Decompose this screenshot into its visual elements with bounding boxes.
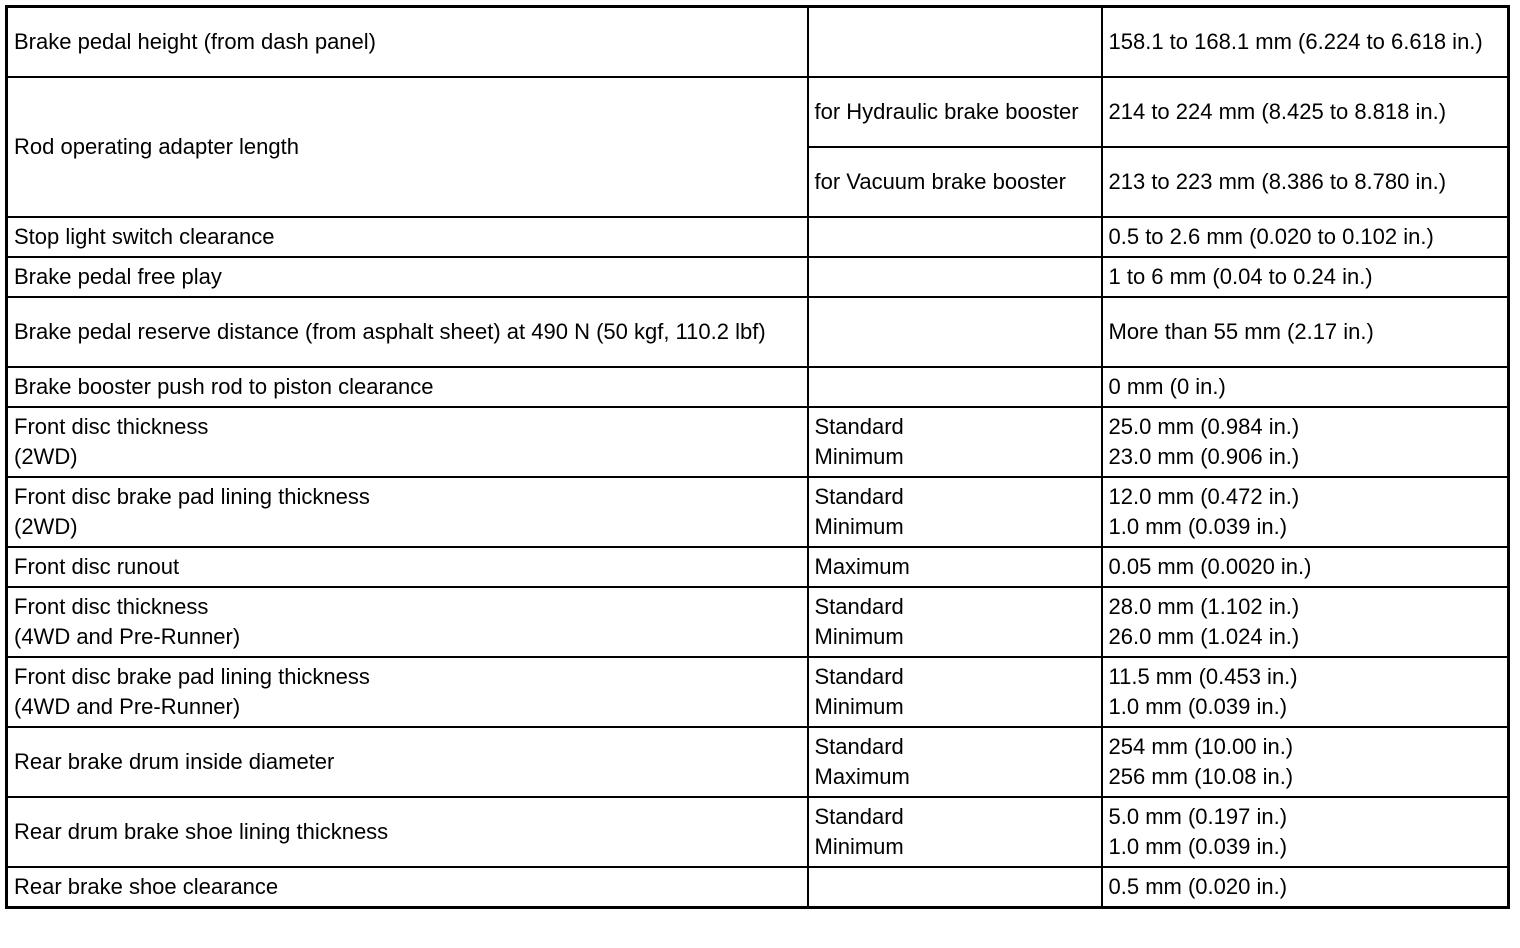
- condition-cell: Standard Minimum: [808, 797, 1102, 867]
- condition-cell: for Hydraulic brake booster: [808, 77, 1102, 147]
- item-cell: Rod operating adapter length: [7, 77, 808, 217]
- table-row: [7, 77, 1509, 147]
- table-row: [7, 727, 1509, 797]
- value-cell: 12.0 mm (0.472 in.) 1.0 mm (0.039 in.): [1102, 477, 1509, 547]
- table-row: [7, 547, 1509, 587]
- value-cell: 0.5 to 2.6 mm (0.020 to 0.102 in.): [1102, 217, 1509, 257]
- condition-cell: Standard Minimum: [808, 407, 1102, 477]
- item-cell: Brake pedal free play: [7, 257, 808, 297]
- condition-cell: [808, 297, 1102, 367]
- table-row: [7, 407, 1509, 477]
- value-cell: 158.1 to 168.1 mm (6.224 to 6.618 in.): [1102, 7, 1509, 78]
- value-cell: 254 mm (10.00 in.) 256 mm (10.08 in.): [1102, 727, 1509, 797]
- condition-cell: [808, 7, 1102, 78]
- condition-cell: Standard Minimum: [808, 657, 1102, 727]
- condition-cell: [808, 217, 1102, 257]
- value-cell: 213 to 223 mm (8.386 to 8.780 in.): [1102, 147, 1509, 217]
- item-cell: Rear brake shoe clearance: [7, 867, 808, 908]
- item-cell: Front disc brake pad lining thickness (4WD and Pre-Runner): [7, 657, 808, 727]
- value-cell: 214 to 224 mm (8.425 to 8.818 in.): [1102, 77, 1509, 147]
- value-cell: 0 mm (0 in.): [1102, 367, 1509, 407]
- value-cell: 5.0 mm (0.197 in.) 1.0 mm (0.039 in.): [1102, 797, 1509, 867]
- item-cell: Rear brake drum inside diameter: [7, 727, 808, 797]
- table-row: [7, 217, 1509, 257]
- item-cell: Stop light switch clearance: [7, 217, 808, 257]
- condition-cell: [808, 257, 1102, 297]
- table-row: [7, 367, 1509, 407]
- table-row: [7, 657, 1509, 727]
- value-cell: 11.5 mm (0.453 in.) 1.0 mm (0.039 in.): [1102, 657, 1509, 727]
- item-cell: Front disc runout: [7, 547, 808, 587]
- value-cell: 0.5 mm (0.020 in.): [1102, 867, 1509, 908]
- item-cell: Brake pedal height (from dash panel): [7, 7, 808, 78]
- condition-cell: Maximum: [808, 547, 1102, 587]
- item-cell: Brake pedal reserve distance (from asphalt sheet) at 490 N (50 kgf, 110.2 lbf): [7, 297, 808, 367]
- value-cell: More than 55 mm (2.17 in.): [1102, 297, 1509, 367]
- table-row: [7, 257, 1509, 297]
- table-row: [7, 7, 1509, 78]
- table-row: [7, 297, 1509, 367]
- value-cell: 25.0 mm (0.984 in.) 23.0 mm (0.906 in.): [1102, 407, 1509, 477]
- brake-specifications-table: [5, 5, 1510, 909]
- condition-cell: Standard Minimum: [808, 587, 1102, 657]
- table-row: [7, 797, 1509, 867]
- condition-cell: [808, 367, 1102, 407]
- item-cell: Rear drum brake shoe lining thickness: [7, 797, 808, 867]
- table-row: [7, 867, 1509, 908]
- condition-cell: [808, 867, 1102, 908]
- table-row: [7, 477, 1509, 547]
- condition-cell: for Vacuum brake booster: [808, 147, 1102, 217]
- condition-cell: Standard Minimum: [808, 477, 1102, 547]
- item-cell: Front disc thickness (2WD): [7, 407, 808, 477]
- item-cell: Brake booster push rod to piston clearance: [7, 367, 808, 407]
- value-cell: 28.0 mm (1.102 in.) 26.0 mm (1.024 in.): [1102, 587, 1509, 657]
- item-cell: Front disc thickness (4WD and Pre-Runner): [7, 587, 808, 657]
- condition-cell: Standard Maximum: [808, 727, 1102, 797]
- value-cell: 0.05 mm (0.0020 in.): [1102, 547, 1509, 587]
- value-cell: 1 to 6 mm (0.04 to 0.24 in.): [1102, 257, 1509, 297]
- item-cell: Front disc brake pad lining thickness (2WD): [7, 477, 808, 547]
- table-row: [7, 587, 1509, 657]
